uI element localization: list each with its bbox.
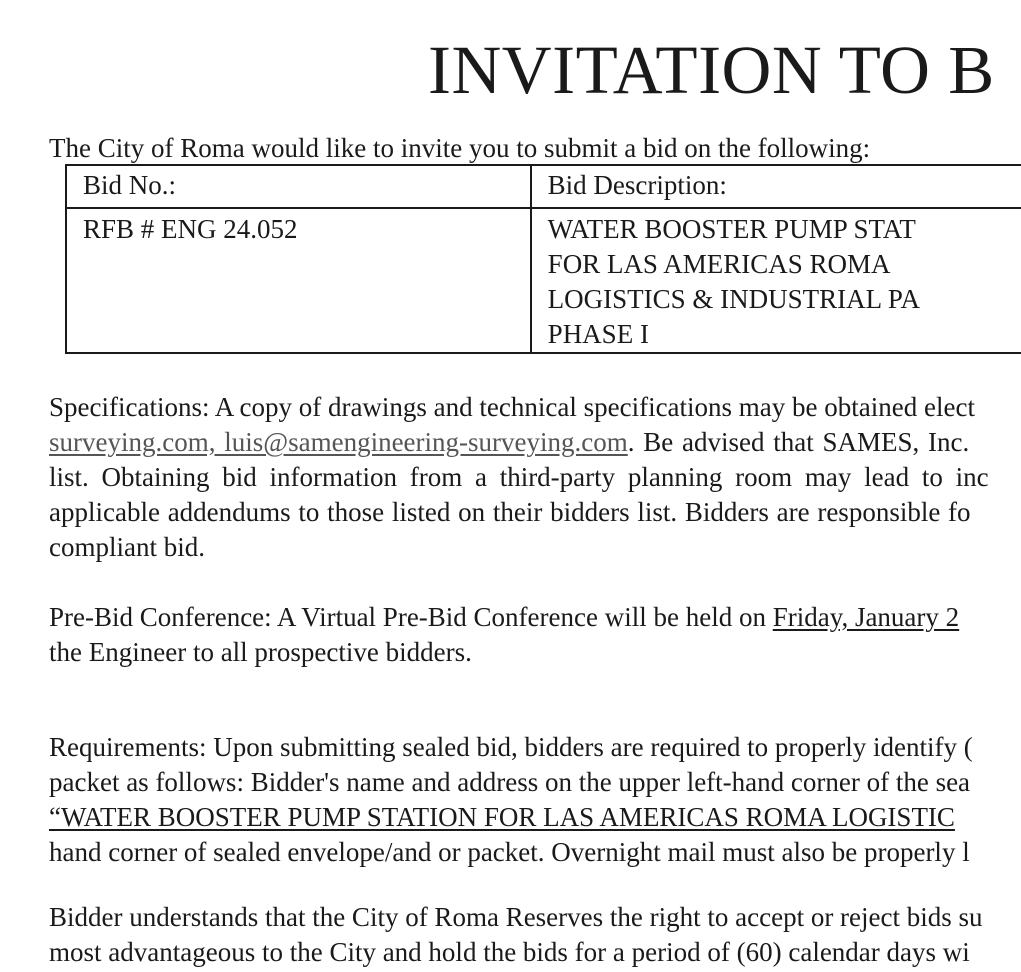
specifications-line-3: list. Obtaining bid information from a third-party planning room may lead to inc xyxy=(49,462,989,492)
intro-text: The City of Roma would like to invite you to submit a bid on the following: xyxy=(49,133,871,163)
specifications-line-2 xyxy=(49,425,969,460)
specifications-line-5: compliant bid. xyxy=(49,532,205,562)
bid-description-line: FOR LAS AMERICAS ROMA xyxy=(547,249,891,279)
bid-table-row xyxy=(66,208,1021,353)
requirements-line-2: packet as follows: Bidder's name and address on the upper left-hand corner of the sea xyxy=(49,767,971,797)
bid-description-line: PHASE I xyxy=(547,319,649,349)
bid-description-line: LOGISTICS & INDUSTRIAL PA xyxy=(547,284,920,314)
specifications-line-2-rest: . Be advised that SAMES, Inc. xyxy=(627,427,970,457)
bid-description-header: Bid Description: xyxy=(531,165,1021,208)
bidder-line-1: Bidder understands that the City of Roma Reserves the right to accept or reject bids su xyxy=(49,902,983,932)
bid-table xyxy=(65,164,1021,354)
bid-description-line: WATER BOOSTER PUMP STAT xyxy=(547,214,916,244)
specifications-line-4: applicable addendums to those listed on their bidders list. Bidders are responsible fo xyxy=(49,497,971,527)
bid-no-value: RFB # ENG 24.052 xyxy=(66,208,531,353)
specifications-email-link[interactable]: surveying.com, luis@samengineering-surveying.com xyxy=(49,427,628,457)
prebid-line-2: the Engineer to all prospective bidders. xyxy=(49,637,472,667)
requirements-line-1: Requirements: Upon submitting sealed bid, bidders are required to properly identify ( xyxy=(49,732,973,762)
bid-no-header: Bid No.: xyxy=(66,165,531,208)
bidder-line-2: most advantageous to the City and hold the bids for a period of (60) calendar days wi xyxy=(49,937,970,967)
requirements-line-3: “WATER BOOSTER PUMP STATION FOR LAS AMERICAS ROMA LOGISTIC xyxy=(49,802,955,832)
bid-table-header-row xyxy=(66,165,1021,208)
prebid-date: Friday, January 2 xyxy=(772,602,960,632)
document-title: INVITATION TO B xyxy=(428,32,995,108)
bid-description-value xyxy=(531,208,1021,353)
prebid-line-1 xyxy=(49,600,959,635)
prebid-line-1-text: Pre-Bid Conference: A Virtual Pre-Bid Conference will be held on xyxy=(49,602,773,632)
requirements-line-4: hand corner of sealed envelope/and or packet. Overnight mail must also be properly l xyxy=(49,837,970,867)
specifications-line-1: Specifications: A copy of drawings and technical specifications may be obtained elect xyxy=(49,392,975,422)
